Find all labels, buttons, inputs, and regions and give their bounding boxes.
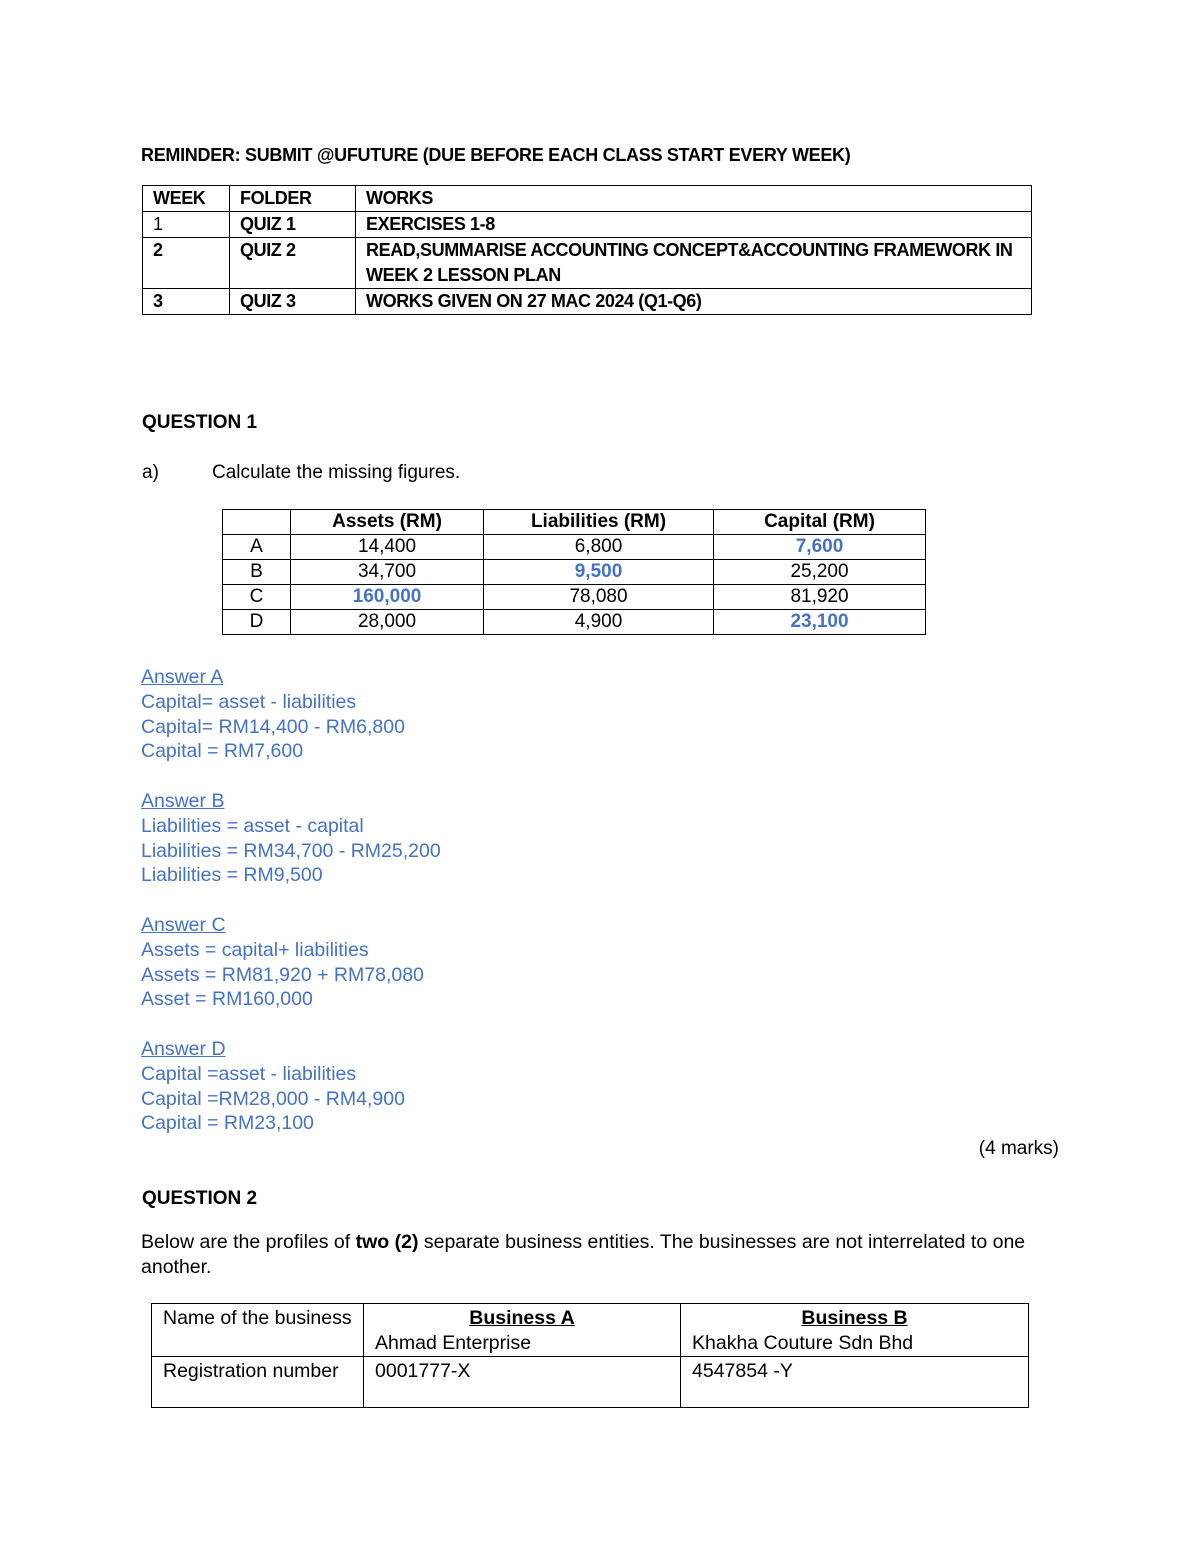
answer-line: Capital= RM14,400 - RM6,800 <box>141 715 405 738</box>
marks-label: (4 marks) <box>978 1138 1059 1159</box>
business-a-registration: 0001777-X <box>364 1357 681 1408</box>
answer-line: Capital =asset - liabilities <box>141 1062 357 1085</box>
table-row <box>223 610 926 635</box>
table-row <box>152 1357 1029 1408</box>
works-cell: READ,SUMMARISE ACCOUNTING CONCEPT&ACCOUNTING FRAMEWORK IN WEEK 2 LESSON PLAN <box>356 238 1032 289</box>
row-label: A <box>223 535 291 560</box>
answer-block-a <box>141 665 441 764</box>
table-row <box>223 585 926 610</box>
answer-heading: Answer C <box>141 913 226 936</box>
intro-text: separate business entities. The businesses are not interrelated to one another. <box>141 1231 1026 1278</box>
business-b-heading: Business B <box>801 1307 908 1329</box>
capital-answer-cell: 23,100 <box>714 610 926 635</box>
row-key: Name of the business <box>152 1304 364 1357</box>
answer-heading: Answer D <box>141 1037 226 1060</box>
table-row <box>223 510 926 535</box>
row-key: Registration number <box>152 1357 364 1408</box>
table-row <box>143 186 1032 212</box>
reminder-text: REMINDER: SUBMIT @UFUTURE (DUE BEFORE EACH CLASS START EVERY WEEK) <box>141 145 851 165</box>
business-a-heading: Business A <box>469 1307 575 1329</box>
folder-cell: QUIZ 2 <box>230 238 356 289</box>
capital-answer-cell: 7,600 <box>714 535 926 560</box>
figures-table <box>222 509 926 635</box>
liabilities-cell: 78,080 <box>484 585 714 610</box>
header-capital: Capital (RM) <box>714 510 926 535</box>
answer-line: Liabilities = RM9,500 <box>141 864 323 887</box>
answer-line: Asset = RM160,000 <box>141 988 313 1011</box>
answer-line: Capital = RM23,100 <box>141 1112 314 1135</box>
assets-cell: 34,700 <box>291 560 484 585</box>
answer-line: Liabilities = RM34,700 - RM25,200 <box>141 839 441 862</box>
answer-line: Capital= asset - liabilities <box>141 690 357 713</box>
intro-text: Below are the profiles of <box>141 1231 356 1253</box>
intro-bold-text: two (2) <box>355 1231 419 1253</box>
liabilities-answer-cell: 9,500 <box>484 560 714 585</box>
answer-line: Assets = RM81,920 + RM78,080 <box>141 963 424 986</box>
business-profile-table <box>151 1303 1029 1408</box>
capital-cell: 25,200 <box>714 560 926 585</box>
header-folder: FOLDER <box>230 186 356 212</box>
capital-cell: 81,920 <box>714 585 926 610</box>
week-cell: 2 <box>143 238 230 289</box>
question-1-title: QUESTION 1 <box>142 412 258 433</box>
header-liabilities: Liabilities (RM) <box>484 510 714 535</box>
week-cell: 3 <box>143 289 230 315</box>
assets-cell: 28,000 <box>291 610 484 635</box>
table-row <box>143 289 1032 315</box>
answer-line: Capital = RM7,600 <box>141 740 304 763</box>
table-row <box>152 1304 1029 1357</box>
answer-heading: Answer B <box>141 789 225 812</box>
row-label: B <box>223 560 291 585</box>
part-a-text: Calculate the missing figures. <box>212 462 461 483</box>
answer-block-d <box>141 1037 441 1136</box>
schedule-table <box>142 185 1032 315</box>
header-works: WORKS <box>356 186 1032 212</box>
question-2-title: QUESTION 2 <box>142 1188 258 1209</box>
header-blank <box>223 510 291 535</box>
answer-line: Assets = capital+ liabilities <box>141 938 369 961</box>
table-row <box>143 238 1032 289</box>
assets-answer-cell: 160,000 <box>291 585 484 610</box>
assets-cell: 14,400 <box>291 535 484 560</box>
business-b-name: Khakha Couture Sdn Bhd <box>692 1332 914 1354</box>
liabilities-cell: 4,900 <box>484 610 714 635</box>
business-b-registration: 4547854 -Y <box>681 1357 1029 1408</box>
row-label: D <box>223 610 291 635</box>
liabilities-cell: 6,800 <box>484 535 714 560</box>
answer-line: Capital =RM28,000 - RM4,900 <box>141 1087 405 1110</box>
answer-line: Liabilities = asset - capital <box>141 814 364 837</box>
row-label: C <box>223 585 291 610</box>
business-a-name: Ahmad Enterprise <box>375 1332 532 1354</box>
folder-cell: QUIZ 1 <box>230 212 356 238</box>
question-2-intro <box>141 1230 1071 1280</box>
answer-heading: Answer A <box>141 666 224 688</box>
works-cell: WORKS GIVEN ON 27 MAC 2024 (Q1-Q6) <box>356 289 1032 315</box>
business-a-cell <box>364 1304 681 1357</box>
folder-cell: QUIZ 3 <box>230 289 356 315</box>
answers-section <box>141 665 441 1136</box>
table-row <box>223 560 926 585</box>
header-week: WEEK <box>143 186 230 212</box>
part-a-label: a) <box>142 462 159 483</box>
header-assets: Assets (RM) <box>291 510 484 535</box>
week-cell: 1 <box>143 212 230 238</box>
business-b-cell <box>681 1304 1029 1357</box>
answer-block-c <box>141 913 441 1012</box>
table-row <box>143 212 1032 238</box>
answer-block-b <box>141 789 441 888</box>
table-row <box>223 535 926 560</box>
works-cell: EXERCISES 1-8 <box>356 212 1032 238</box>
